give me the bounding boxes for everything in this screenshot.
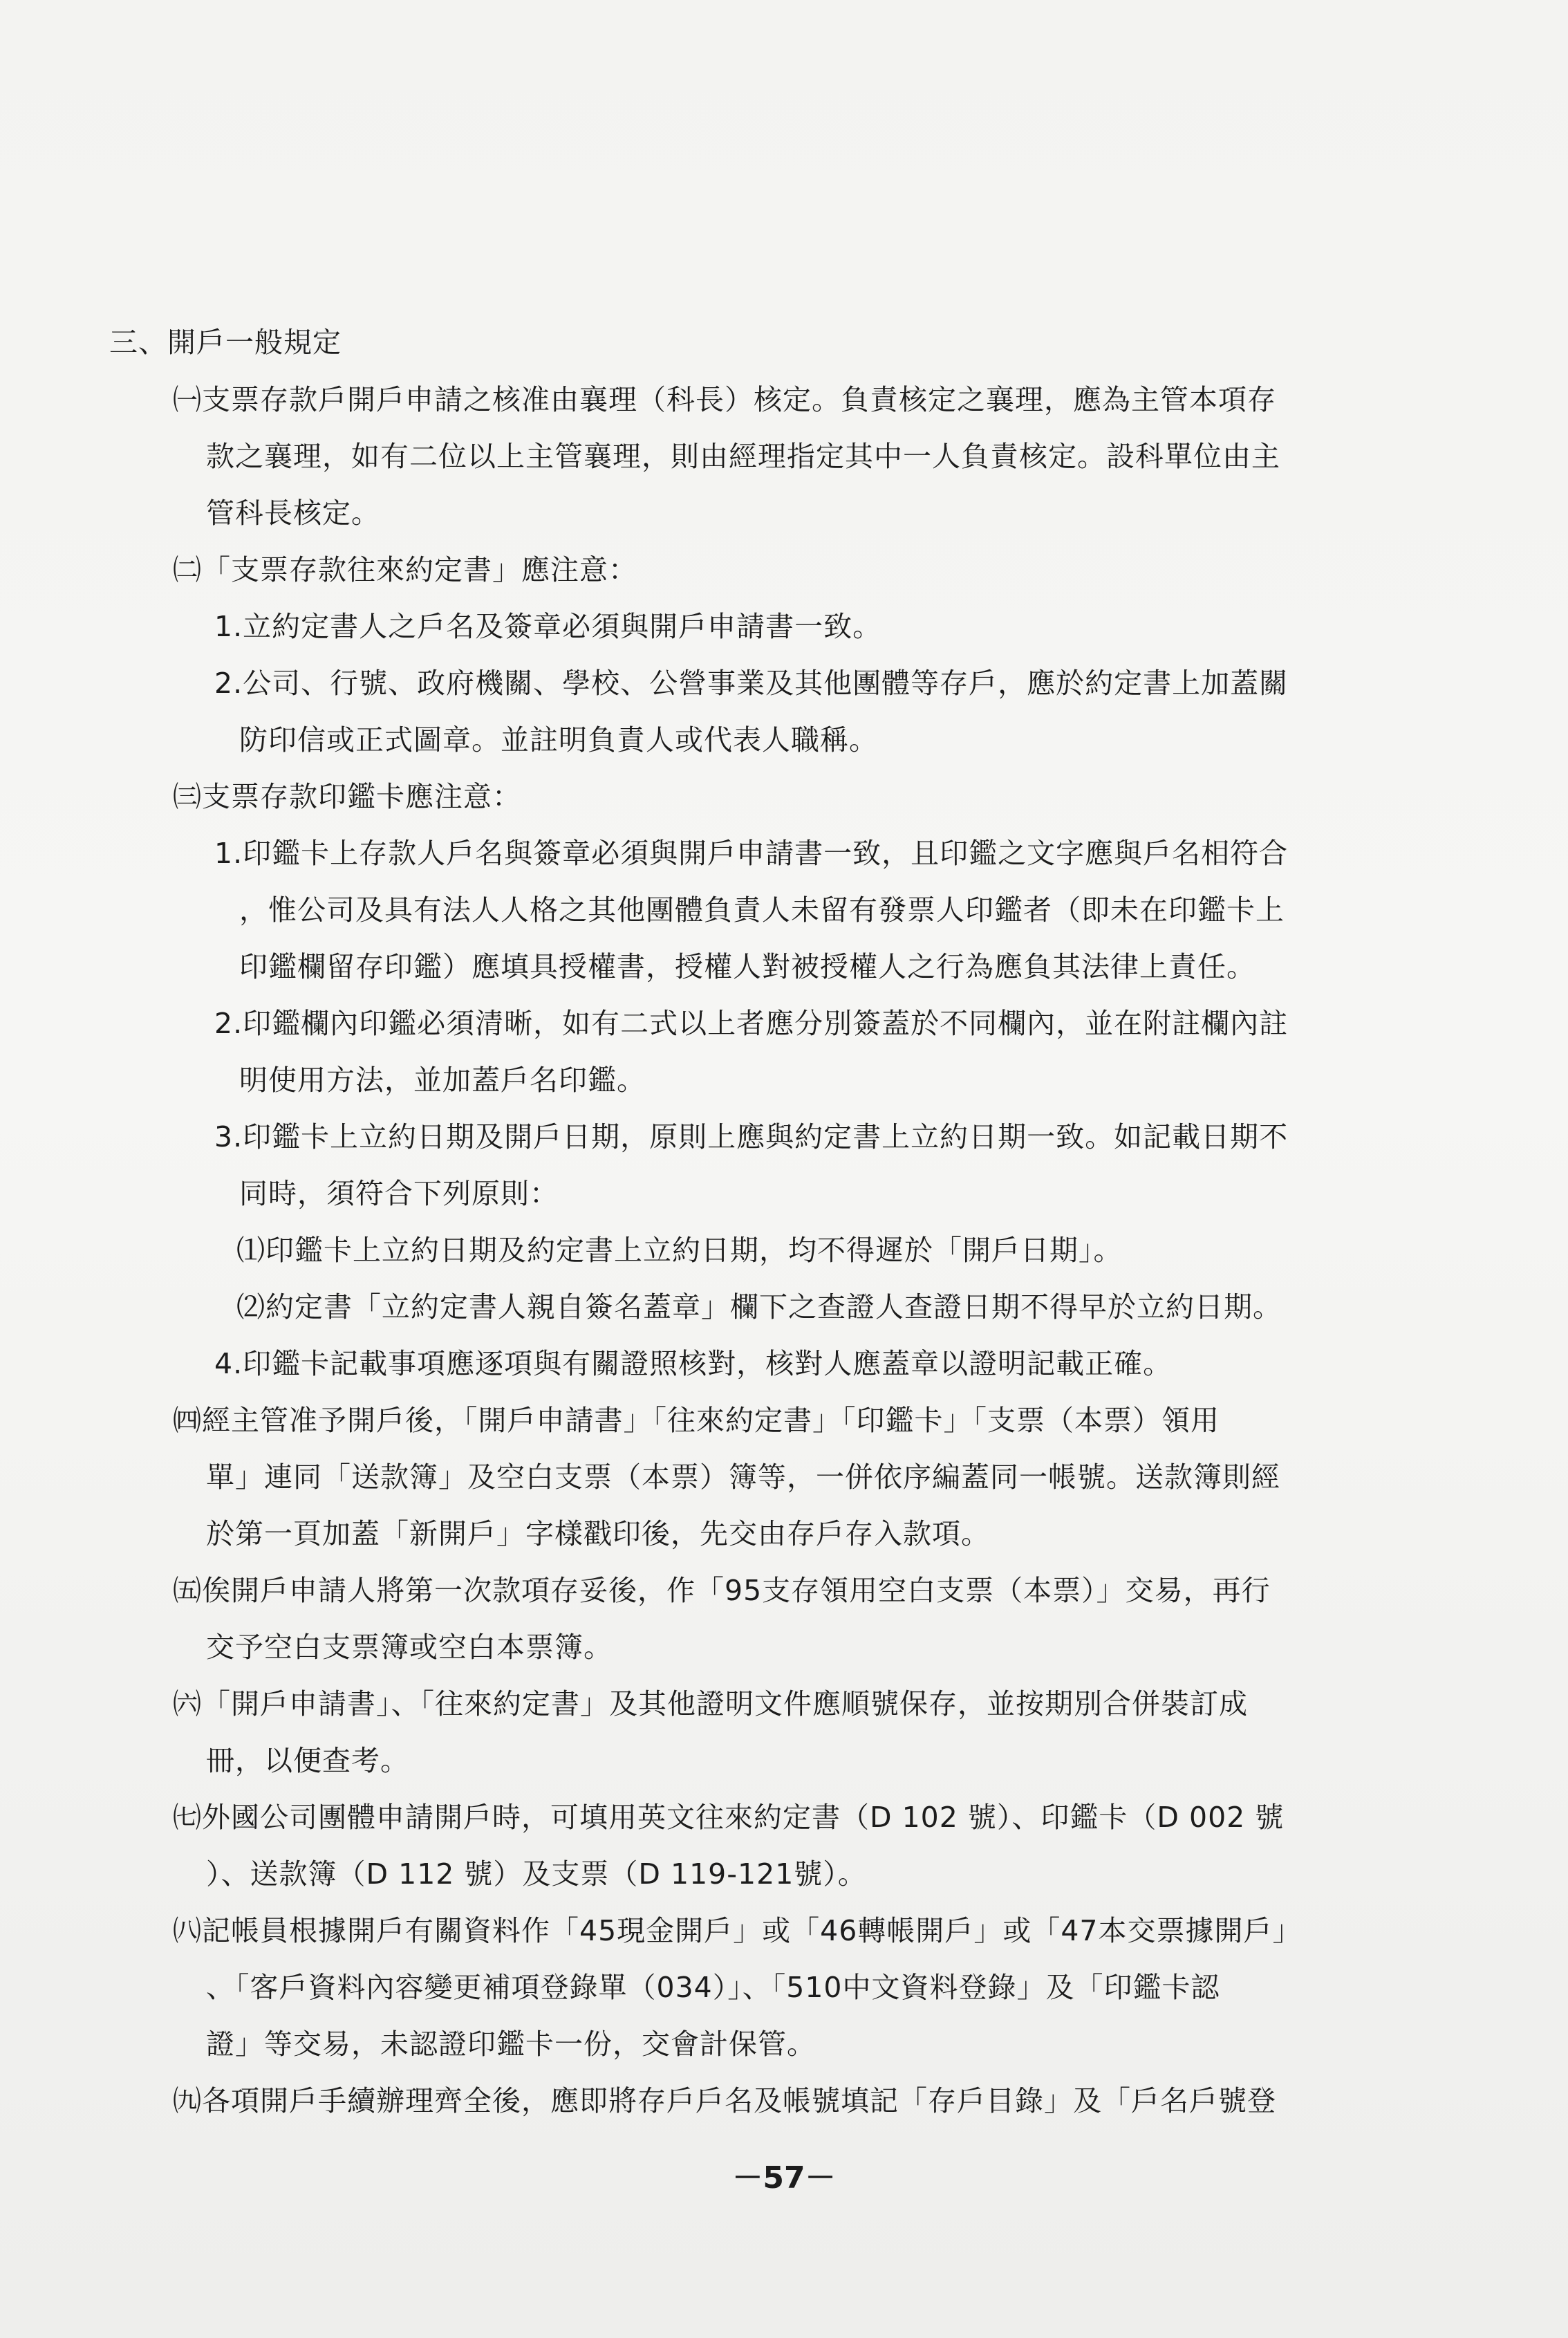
item-3-sub-3-line-3: ⑴印鑑卡上立約日期及約定書上立約日期，均不得遲於「開戶日期」。 [236, 1234, 1123, 1267]
item-9-line-1: ㈨各項開戶手續辦理齊全後，應即將存戶戶名及帳號填記「存戶目錄」及「戶名戶號登 [173, 2084, 1276, 2117]
item-1-line-2: 款之襄理，如有二位以上主管襄理，則由經理指定其中一人負責核定。設科單位由主 [206, 440, 1280, 473]
item-2-sub-2-line-2: 防印信或正式圖章。並註明負責人或代表人職稱。 [239, 723, 878, 757]
item-8-line-1: ㈧記帳員根據開戶有關資料作「45現金開戶」或「46轉帳開戶」或「47本交票據開戶」 [173, 1914, 1302, 1947]
item-2-sub-1-line-1: 1.立約定書人之戶名及簽章必須與開戶申請書一致。 [214, 610, 882, 643]
item-3-sub-4-line-1: 4.印鑑卡記載事項應逐項與有關證照核對，核對人應蓋章以證明記載正確。 [214, 1347, 1173, 1380]
item-3-sub-3-line-4: ⑵約定書「立約定書人親自簽名蓋章」欄下之查證人查證日期不得早於立約日期。 [236, 1290, 1282, 1324]
page-number: －57－ [732, 2160, 836, 2196]
item-4-line-1: ㈣經主管准予開戶後，「開戶申請書」「往來約定書」「印鑑卡」「支票（本票）領用 [173, 1404, 1220, 1437]
item-3-sub-3-line-2: 同時，須符合下列原則： [239, 1177, 559, 1210]
item-3-sub-3-line-1: 3.印鑑卡上立約日期及開戶日期，原則上應與約定書上立約日期一致。如記載日期不 [214, 1120, 1289, 1153]
item-3-sub-2-line-1: 2.印鑑欄內印鑑必須清晰，如有二式以上者應分別簽蓋於不同欄內，並在附註欄內註 [214, 1007, 1289, 1040]
item-1-line-1: ㈠支票存款戶開戶申請之核准由襄理（科長）核定。負責核定之襄理，應為主管本項存 [173, 383, 1276, 416]
item-4-line-2: 單」連同「送款簿」及空白支票（本票）簿等，一併依序編蓋同一帳號。送款簿則經 [206, 1460, 1280, 1494]
item-8-line-3: 證」等交易，未認證印鑑卡一份，交會計保管。 [206, 2028, 816, 2061]
item-5-line-2: 交予空白支票簿或空白本票簿。 [206, 1631, 613, 1664]
item-7-line-1: ㈦外國公司團體申請開戶時，可填用英文往來約定書（D 102 號）、印鑑卡（D 002 號 [173, 1801, 1285, 1834]
item-7-line-2: ）、送款簿（D 112 號）及支票（D 119-121號）。 [206, 1857, 867, 1891]
item-3-sub-2-line-2: 明使用方法，並加蓋戶名印鑑。 [239, 1064, 646, 1097]
item-3-line-1: ㈢支票存款印鑑卡應注意： [173, 780, 521, 813]
item-3-sub-1-line-3: 印鑑欄留存印鑑）應填具授權書，授權人對被授權人之行為應負其法律上責任。 [239, 950, 1256, 983]
item-6-line-2: 冊，以便查考。 [206, 1744, 409, 1777]
item-5-line-1: ㈤俟開戶申請人將第一次款項存妥後，作「95支存領用空白支票（本票）」交易，再行 [173, 1574, 1271, 1607]
item-4-line-3: 於第一頁加蓋「新開戶」字樣戳印後，先交由存戶存入款項。 [206, 1517, 990, 1550]
item-8-line-2: 、「客戶資料內容變更補項登錄單（034）」、「510中文資料登錄」及「印鑑卡認 [206, 1971, 1220, 2004]
item-1-line-3: 管科長核定。 [206, 497, 380, 530]
section-heading: 三、開戶一般規定 [109, 326, 342, 359]
item-2-line-1: ㈡「支票存款往來約定書」應注意： [173, 553, 637, 586]
item-3-sub-1-line-1: 1.印鑑卡上存款人戶名與簽章必須與開戶申請書一致，且印鑑之文字應與戶名相符合 [214, 837, 1289, 870]
item-3-sub-1-line-2: ，惟公司及具有法人人格之其他團體負責人未留有發票人印鑑者（即未在印鑑卡上 [239, 893, 1285, 927]
item-2-sub-2-line-1: 2.公司、行號、政府機關、學校、公營事業及其他團體等存戶，應於約定書上加蓋關 [214, 667, 1289, 700]
item-6-line-1: ㈥「開戶申請書」、「往來約定書」及其他證明文件應順號保存，並按期別合併裝訂成 [173, 1687, 1248, 1720]
